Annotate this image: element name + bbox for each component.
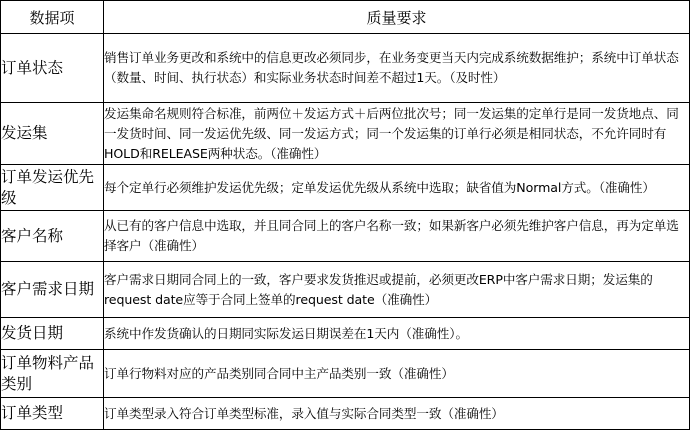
row-item: 订单类型: [1, 398, 104, 430]
table-header-row: [1, 1, 690, 34]
row-requirement: 发运集命名规则符合标准，前两位＋发运方式＋后两位批次号；同一发运集的定单行是同一发货地点、同一发货时间、同一发运优先级、同一发运方式；同一个发运集的订单行必须是相同状态，不允许同时有HOLD和RELEASE两种状态。（准确性）: [104, 103, 690, 165]
table-row: [1, 350, 690, 398]
row-requirement: 从已有的客户信息中选取，并且同合同上的客户名称一致；如果新客户必须先维护客户信息，再为定单选择客户（准确性）: [104, 211, 690, 262]
table-row: [1, 165, 690, 211]
table-row: [1, 211, 690, 262]
table-row: [1, 103, 690, 165]
table-row: [1, 34, 690, 103]
row-requirement: 订单行物料对应的产品类别同合同中主产品类别一致（准确性）: [104, 350, 690, 398]
row-item: 发运集: [1, 103, 104, 165]
header-item: 数据项: [1, 1, 104, 34]
row-item: 发货日期: [1, 318, 104, 350]
row-requirement: 销售订单业务更改和系统中的信息更改必须同步，在业务变更当天内完成系统数据维护；系统中订单状态（数量、时间、执行状态）和实际业务状态时间差不超过1天。（及时性）: [104, 34, 690, 103]
header-requirement: 质量要求: [104, 1, 690, 34]
row-item: 客户名称: [1, 211, 104, 262]
table-row: [1, 398, 690, 430]
row-item: 客户需求日期: [1, 262, 104, 318]
row-item: 订单发运优先级: [1, 165, 104, 211]
row-requirement: 每个定单行必须维护发运优先级；定单发运优先级从系统中选取；缺省值为Normal方式。（准确性）: [104, 165, 690, 211]
table-row: [1, 262, 690, 318]
row-item: 订单物料产品类别: [1, 350, 104, 398]
row-requirement: 客户需求日期同合同上的一致，客户要求发货推迟或提前，必须更改ERP中客户需求日期；发运集的request date应等于合同上签单的request date（准确性）: [104, 262, 690, 318]
row-item: 订单状态: [1, 34, 104, 103]
row-requirement: 系统中作发货确认的日期同实际发运日期误差在1天内（准确性）。: [104, 318, 690, 350]
row-requirement: 订单类型录入符合订单类型标准，录入值与实际合同类型一致（准确性）: [104, 398, 690, 430]
table-row: [1, 318, 690, 350]
